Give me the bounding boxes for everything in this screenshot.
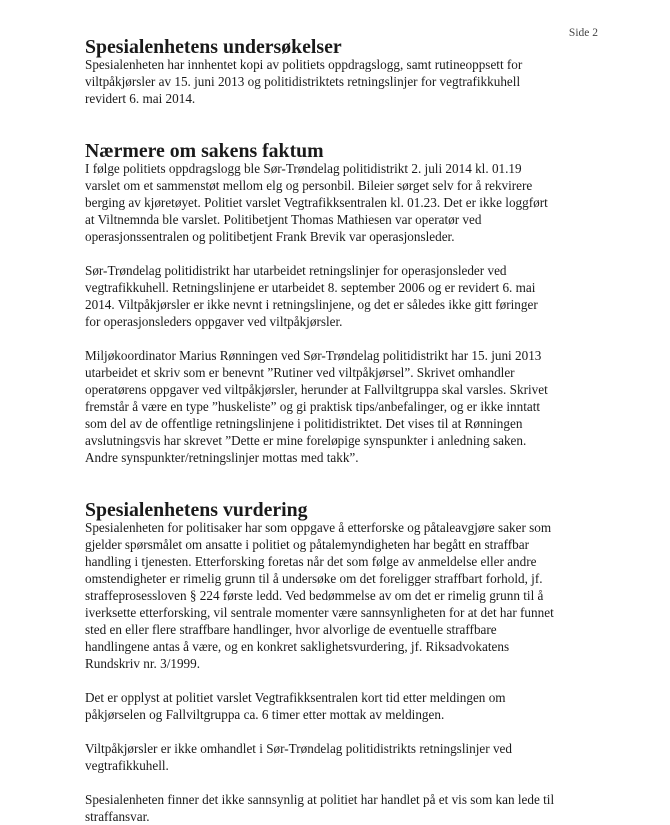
paragraph: I følge politiets oppdragslogg ble Sør-Trøndelag politidistrikt 2. juli 2014 kl. 01.19 varslet om et sammenstøt mellom elg og personbil. Bileier sørget selv for å rekvirere berging av kjøretøyet. Politiet varslet Vegtrafikksentralen kl. 01.23. Det er ikke loggført at Viltnemnda ble varslet. Politibetjent Thomas Mathiesen var operatør ved operasjonssentralen og politibetjent Frank Brevik var operasjonsleder. — [85, 161, 548, 244]
document-body — [85, 36, 605, 825]
paragraph: Spesialenheten finner det ikke sannsynlig at politiet har handlet på et vis som kan lede til straffansvar. — [85, 792, 555, 824]
section-title: Nærmere om sakens faktum — [85, 140, 324, 162]
paragraph: Miljøkoordinator Marius Rønningen ved Sør-Trøndelag politidistrikt har 15. juni 2013 utarbeidet et skriv som er benevnt ”Rutiner ved viltpåkjørsel”. Skrivet omhandler operatørens oppgaver ved viltpåkjørsler, herunder at Fallviltgruppa skal varsles. Skrivet fremstår å være en type ”huskeliste” og gi praktisk tips/anbefalinger, og er ikke inntatt som del av de offentlige retningslinjene i politidistriktet. Det vises til at Rønningen avslutningsvis har skrevet ”Dette er mine foreløpige synspunkter i anledning saken. Andre synspunkter/retningslinjer mottas med takk”. — [85, 348, 548, 465]
paragraph: Det er opplyst at politiet varslet Vegtrafikksentralen kort tid etter meldingen om påkjørselen og Fallviltgruppa ca. 6 timer etter mottak av meldingen. — [85, 690, 506, 722]
paragraph: Sør-Trøndelag politidistrikt har utarbeidet retningslinjer for operasjonsleder ved vegtrafikkuhell. Retningslinjene er utarbeidet 8. september 2006 og er revidert 6. mai 2014. Viltpåkjørsler er ikke nevnt i retningslinjene, og det er således ikke gitt føringer for operasjonsleders oppgaver ved viltpåkjørsler. — [85, 263, 538, 329]
section-title: Spesialenhetens undersøkelser — [85, 36, 342, 58]
page-number: Side 2 — [568, 27, 598, 39]
paragraph: Viltpåkjørsler er ikke omhandlet i Sør-Trøndelag politidistrikts retningslinjer ved vegtrafikkuhell. — [85, 741, 512, 773]
section-title: Spesialenhetens vurdering — [85, 499, 308, 521]
section-undersokelser — [85, 36, 605, 107]
paragraph: Spesialenheten har innhentet kopi av politiets oppdragslogg, samt rutineoppsett for viltpåkjørsler av 15. juni 2013 og politidistriktets retningslinjer for vegtrafikkuhell revidert 6. mai 2014. — [85, 57, 523, 106]
paragraph: Spesialenheten for politisaker har som oppgave å etterforske og påtaleavgjøre saker som gjelder spørsmålet om ansatte i politiet og påtalemyndigheten har begått en straffbar handling i tjenesten. Etterforsking foretas når det som følge av anmeldelse eller andre omstendigheter er rimelig grunn til å undersøke om det foreligger straffbart forhold, jf. straffeprosessloven § 224 første ledd. Ved bedømmelse av om det er rimelig grunn til å iverksette etterforsking, vil sentrale momenter være sannsynligheten for at det har funnet sted en eller flere straffbare handlinger, hvor alvorlige de eventuelle straffbare handlingene antas å være, og en konkret saklighetsvurdering, jf. Riksadvokatens Rundskriv nr. 3/1999. — [85, 520, 554, 671]
section-vurdering — [85, 499, 605, 825]
section-faktum — [85, 140, 605, 466]
